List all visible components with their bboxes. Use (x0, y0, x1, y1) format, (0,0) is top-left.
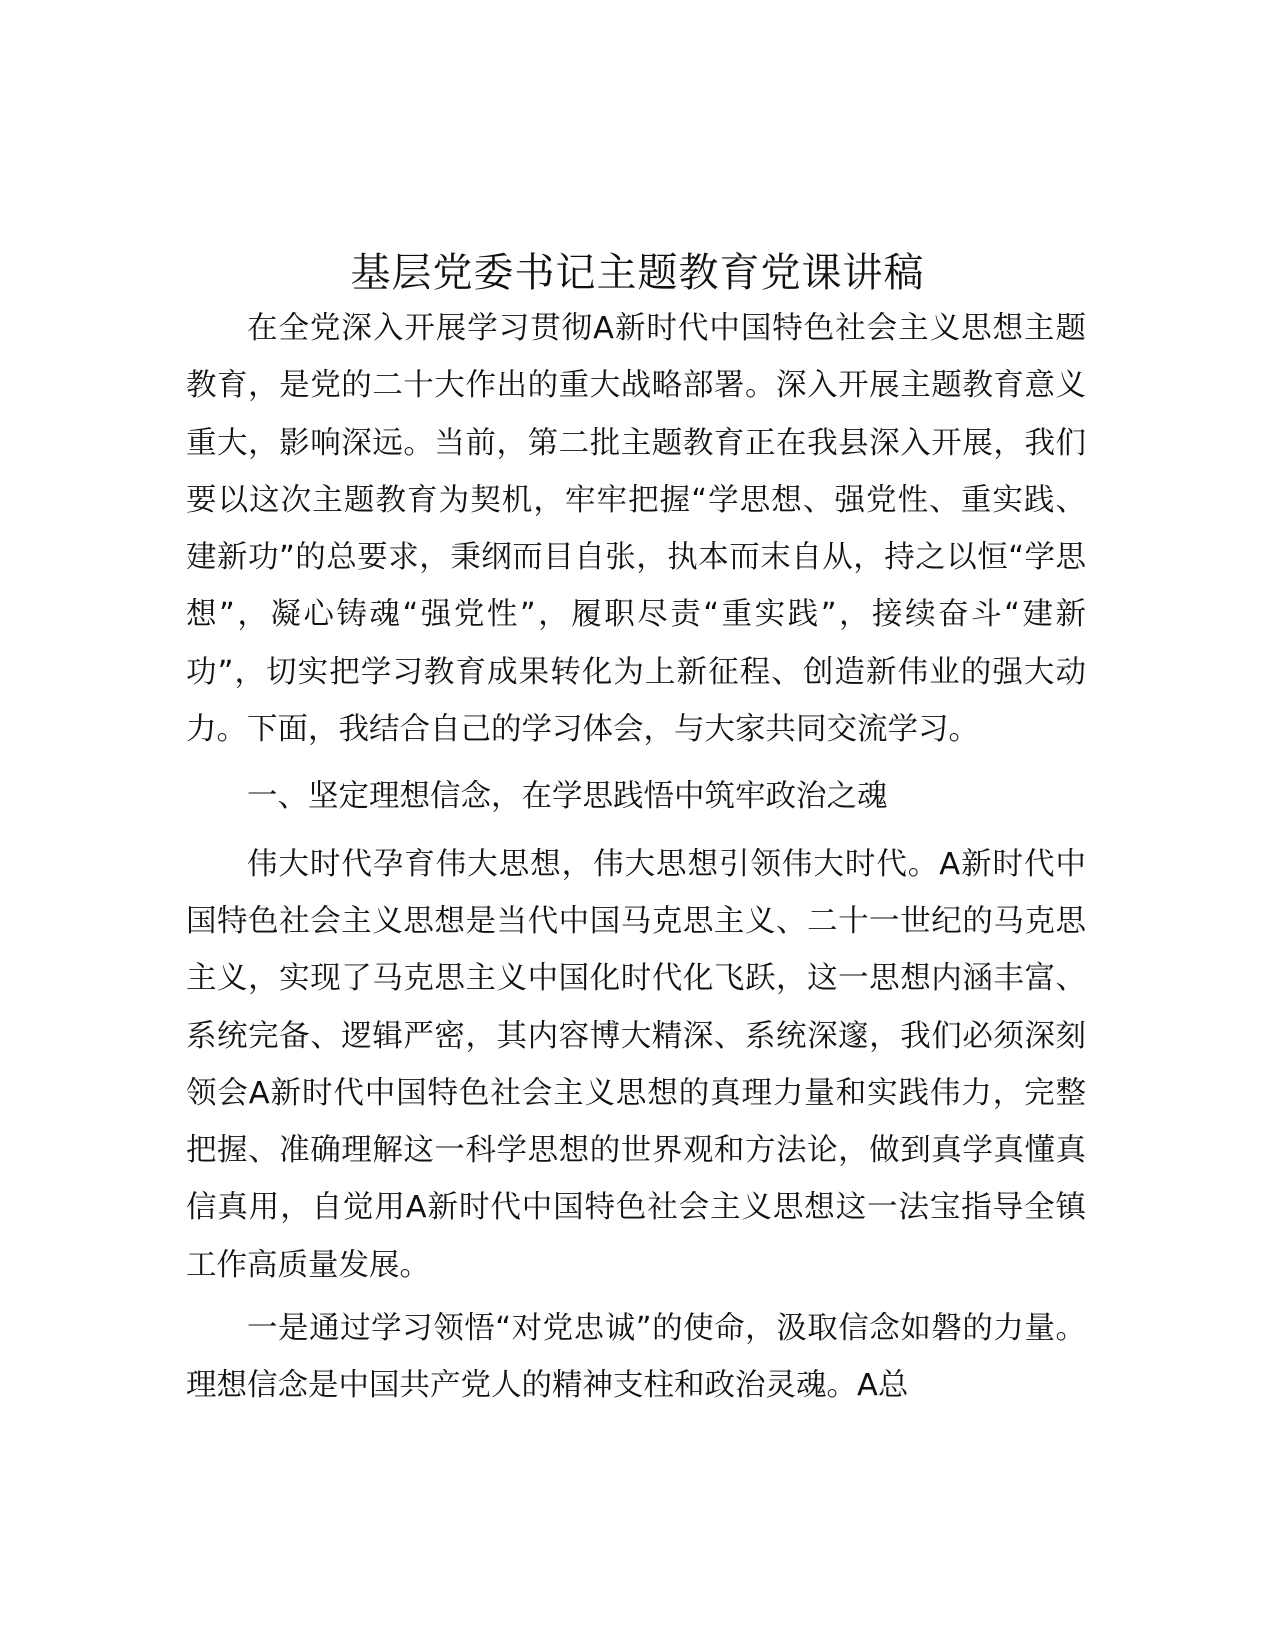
paragraph-intro: 在全党深入开展学习贯彻A新时代中国特色社会主义思想主题教育，是党的二十大作出的重大战略部署。深入开展主题教育意义重大，影响深远。当前，第二批主题教育正在我县深入开展，我们要以这次主题教育为契机，牢牢把握“学思想、强党性、重实践、建新功”的总要求，秉纲而目自张，执本而末自从，持之以恒“学思想”，凝心铸魂“强党性”，履职尽责“重实践”，接续奋斗“建新功”，切实把学习教育成果转化为上新征程、创造新伟业的强大动力。下面，我结合自己的学习体会，与大家共同交流学习。 (186, 311, 1086, 748)
section-heading-1: 一、坚定理想信念，在学思践悟中筑牢政治之魂 (247, 779, 888, 815)
document-body (186, 300, 1086, 1415)
paragraph-point-1: 一是通过学习领悟“对党忠诚”的使命，汲取信念如磐的力量。理想信念是中国共产党人的精神支柱和政治灵魂。A总 (186, 1311, 1086, 1404)
document-title: 基层党委书记主题教育党课讲稿 (350, 249, 925, 296)
paragraph-section-1: 伟大时代孕育伟大思想，伟大思想引领伟大时代。A新时代中国特色社会主义思想是当代中国马克思主义、二十一世纪的马克思主义，实现了马克思主义中国化时代化飞跃，这一思想内涵丰富、系统完备、逻辑严密，其内容博大精深、系统深邃，我们必须深刻领会A新时代中国特色社会主义思想的真理力量和实践伟力，完整把握、准确理解这一科学思想的世界观和方法论，做到真学真懂真信真用，自觉用A新时代中国特色社会主义思想这一法宝指导全镇工作高质量发展。 (186, 846, 1086, 1283)
